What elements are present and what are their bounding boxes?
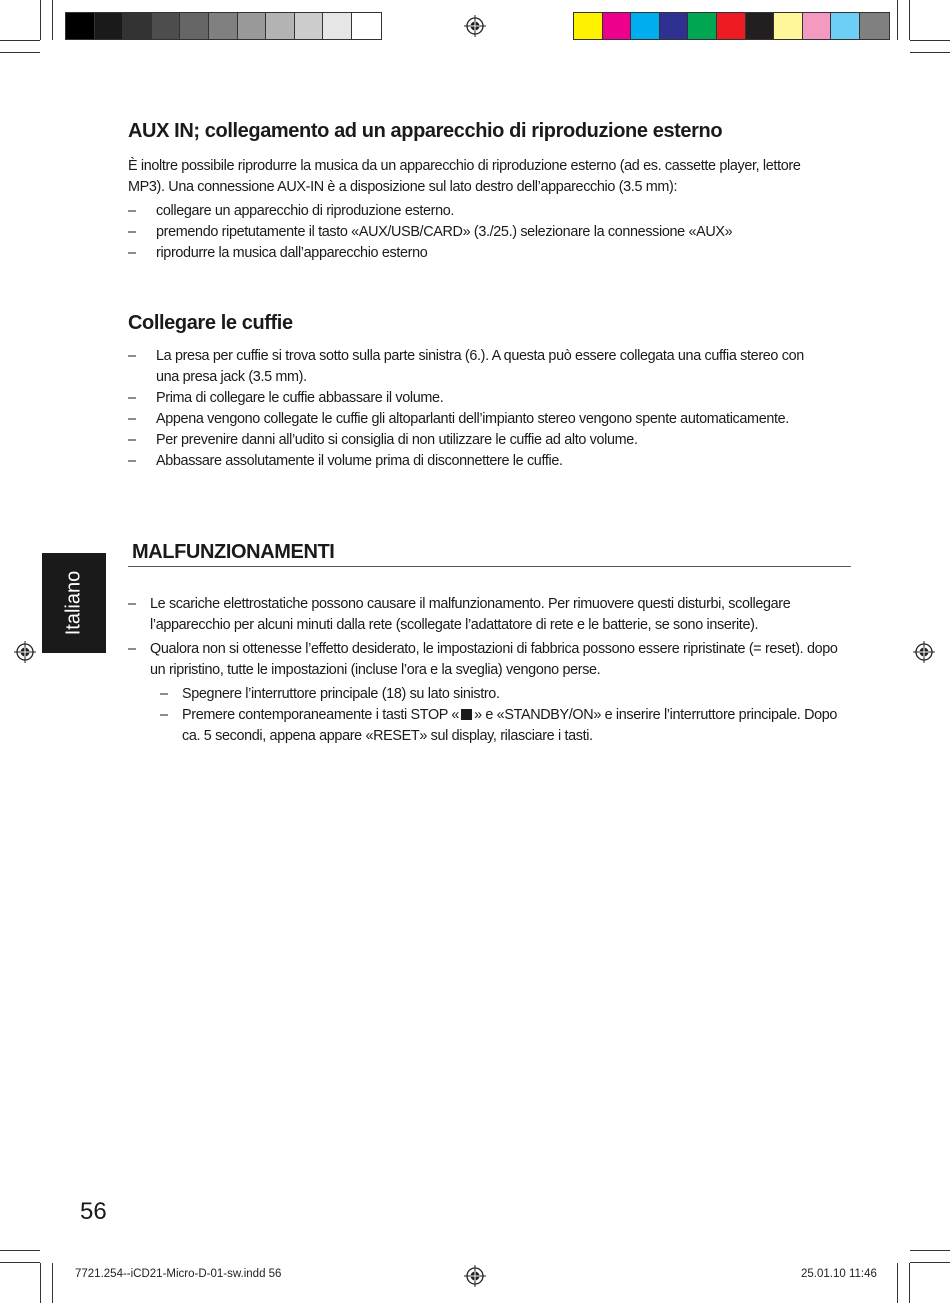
gray-swatch [323,13,352,39]
gray-swatch [266,13,295,39]
reset-steps-list [150,684,843,747]
gray-swatch [295,13,324,39]
color-swatch [746,13,775,39]
gray-swatch [180,13,209,39]
list-item: – Prima di collegare le cuffie abbassare il volume. [128,390,444,406]
color-swatch [631,13,660,39]
list-item: – Le scariche elettrostatiche possono causare il malfunzionamento. Per rimuovere questi disturbi, scollegare l’apparecchio per alcuni minuti dalla rete (scollegate l’adattatore di rete e le batterie, se sono inserite). [128,596,791,633]
gray-swatch [66,13,95,39]
color-swatch [660,13,689,39]
malfunctions-section-title: MALFUNZIONAMENTI [132,541,335,563]
list-item: – premendo ripetutamente il tasto «AUX/USB/CARD» (3./25.) selezionare la connessione «AUX» [128,224,733,240]
list-item: – collegare un apparecchio di riproduzione esterno. [128,203,455,219]
color-swatch [717,13,746,39]
list-item: – riprodurre la musica dall’apparecchio esterno [128,245,428,261]
stop-square-icon [461,709,472,720]
language-side-tab [42,553,106,653]
list-item: – Spegnere l’interruttore principale (18) su lato sinistro. [160,686,500,702]
language-label: Italiano [62,570,85,636]
process-color-bar [573,12,890,40]
color-swatch [774,13,803,39]
grayscale-color-bar [65,12,382,40]
list-item: – La presa per cuffie si trova sotto sulla parte sinistra (6.). A questa può essere collegata una cuffia stereo con una presa jack (3.5 mm). [128,348,804,385]
headphones-notes-list [128,346,828,472]
aux-section-title: AUX IN; collegamento ad un apparecchio di riproduzione esterno [128,120,723,142]
list-item: – Per prevenire danni all’udito si consiglia di non utilizzare le cuffie ad alto volume. [128,432,638,448]
footer-timestamp: 25.01.10 11:46 [801,1268,877,1280]
registration-mark-left [14,641,36,663]
registration-mark-right [913,641,935,663]
gray-swatch [95,13,124,39]
page-number: 56 [80,1198,107,1225]
color-swatch [860,13,889,39]
registration-mark-bottom [464,1265,486,1287]
color-swatch [831,13,860,39]
aux-intro-line-2: MP3). Una connessione AUX-IN è a disposizione sul lato destro dell’apparecchio (3.5 mm): [128,179,678,195]
aux-intro [128,156,853,198]
color-swatch [688,13,717,39]
gray-swatch [209,13,238,39]
list-item: – Abbassare assolutamente il volume prima di disconnettere le cuffie. [128,453,563,469]
malfunctions-list [128,594,843,747]
footer-filename: 7721.254--iCD21-Micro-D-01-sw.indd 56 [75,1268,282,1280]
gray-swatch [123,13,152,39]
gray-swatch [352,13,381,39]
aux-intro-line-1: È inoltre possibile riprodurre la musica da un apparecchio di riproduzione esterno (ad es. cassette player, lettore [128,158,801,174]
registration-mark-top [464,15,486,37]
gray-swatch [238,13,267,39]
color-swatch [574,13,603,39]
color-swatch [803,13,832,39]
aux-steps-list [128,201,853,264]
headphones-section-title: Collegare le cuffie [128,312,293,334]
section-divider [128,566,851,567]
list-item: – Qualora non si ottenesse l’effetto desiderato, le impostazioni di fabbrica possono essere ripristinate (= reset). dopo un ripristino, tutte le impostazioni (incluse l’ora e la sveglia) vengono perse. – Spegnere l’interruttore principale (18) su lato sinistro. – Premere contemporaneamente i tasti STOP « » e «STANDBY/ON» e inserire l’interruttore principale. Dopo ca. 5 secondi, appena appare «RESET» sul display, rilasciare i tasti. [128,639,843,747]
gray-swatch [152,13,181,39]
color-swatch [603,13,632,39]
list-item: – Appena vengono collegate le cuffie gli altoparlanti dell’impianto stereo vengono spente automaticamente. [128,411,789,427]
list-item: – Premere contemporaneamente i tasti STOP « » e «STANDBY/ON» e inserire l’interruttore principale. Dopo ca. 5 secondi, appena appare «RESET» sul display, rilasciare i tasti. [160,707,838,744]
